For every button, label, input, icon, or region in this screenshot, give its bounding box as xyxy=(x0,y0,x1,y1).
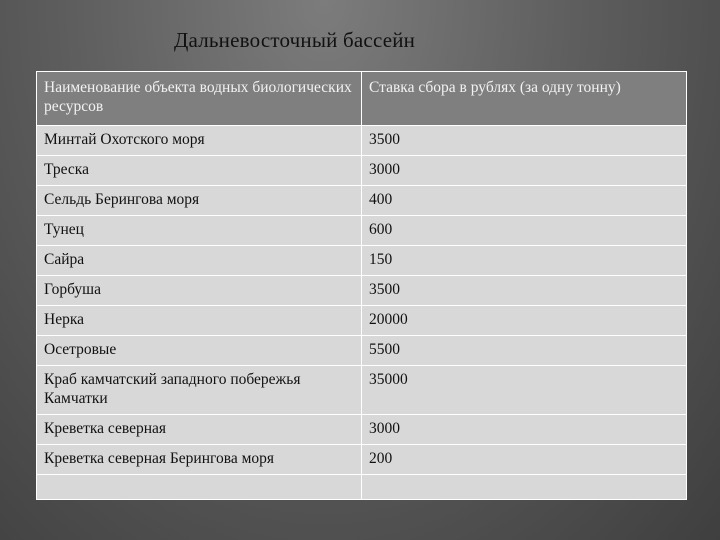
table-body xyxy=(37,126,687,500)
rate-cell: 35000 xyxy=(362,366,687,415)
rate-cell xyxy=(362,475,687,500)
table-row xyxy=(37,366,687,415)
rate-cell: 20000 xyxy=(362,306,687,336)
table-row xyxy=(37,246,687,276)
rate-cell: 200 xyxy=(362,445,687,475)
rate-cell: 3500 xyxy=(362,276,687,306)
rate-cell: 3500 xyxy=(362,126,687,156)
empty-table-row xyxy=(37,475,687,500)
resource-name-cell: Креветка северная Берингова моря xyxy=(37,445,362,475)
rate-cell: 150 xyxy=(362,246,687,276)
resource-name-cell: Горбуша xyxy=(37,276,362,306)
resource-name-cell: Нерка xyxy=(37,306,362,336)
table-row xyxy=(37,126,687,156)
table-row xyxy=(37,276,687,306)
rate-cell: 600 xyxy=(362,216,687,246)
resource-name-cell: Осетровые xyxy=(37,336,362,366)
resource-name-cell: Креветка северная xyxy=(37,415,362,445)
resource-name-cell: Сайра xyxy=(37,246,362,276)
table-row xyxy=(37,216,687,246)
resource-name-cell: Минтай Охотского моря xyxy=(37,126,362,156)
resource-name-cell: Тунец xyxy=(37,216,362,246)
table-row xyxy=(37,186,687,216)
resource-name-cell xyxy=(37,475,362,500)
header-resource-name: Наименование объекта водных биологических ресурсов xyxy=(37,72,362,126)
header-row xyxy=(37,72,687,126)
table-row xyxy=(37,336,687,366)
header-rate: Ставка сбора в рублях (за одну тонну) xyxy=(362,72,687,126)
rate-cell: 3000 xyxy=(362,415,687,445)
table-row xyxy=(37,445,687,475)
rate-cell: 5500 xyxy=(362,336,687,366)
rate-cell: 3000 xyxy=(362,156,687,186)
table-row xyxy=(37,306,687,336)
resource-name-cell: Треска xyxy=(37,156,362,186)
tax-rate-table xyxy=(36,71,687,500)
table-row xyxy=(37,415,687,445)
rate-cell: 400 xyxy=(362,186,687,216)
resource-name-cell: Краб камчатский западного побережья Камчатки xyxy=(37,366,362,415)
resource-name-cell: Сельдь Берингова моря xyxy=(37,186,362,216)
slide-title: Дальневосточный бассейн xyxy=(174,28,416,52)
table-row xyxy=(37,156,687,186)
table-header xyxy=(37,72,687,126)
